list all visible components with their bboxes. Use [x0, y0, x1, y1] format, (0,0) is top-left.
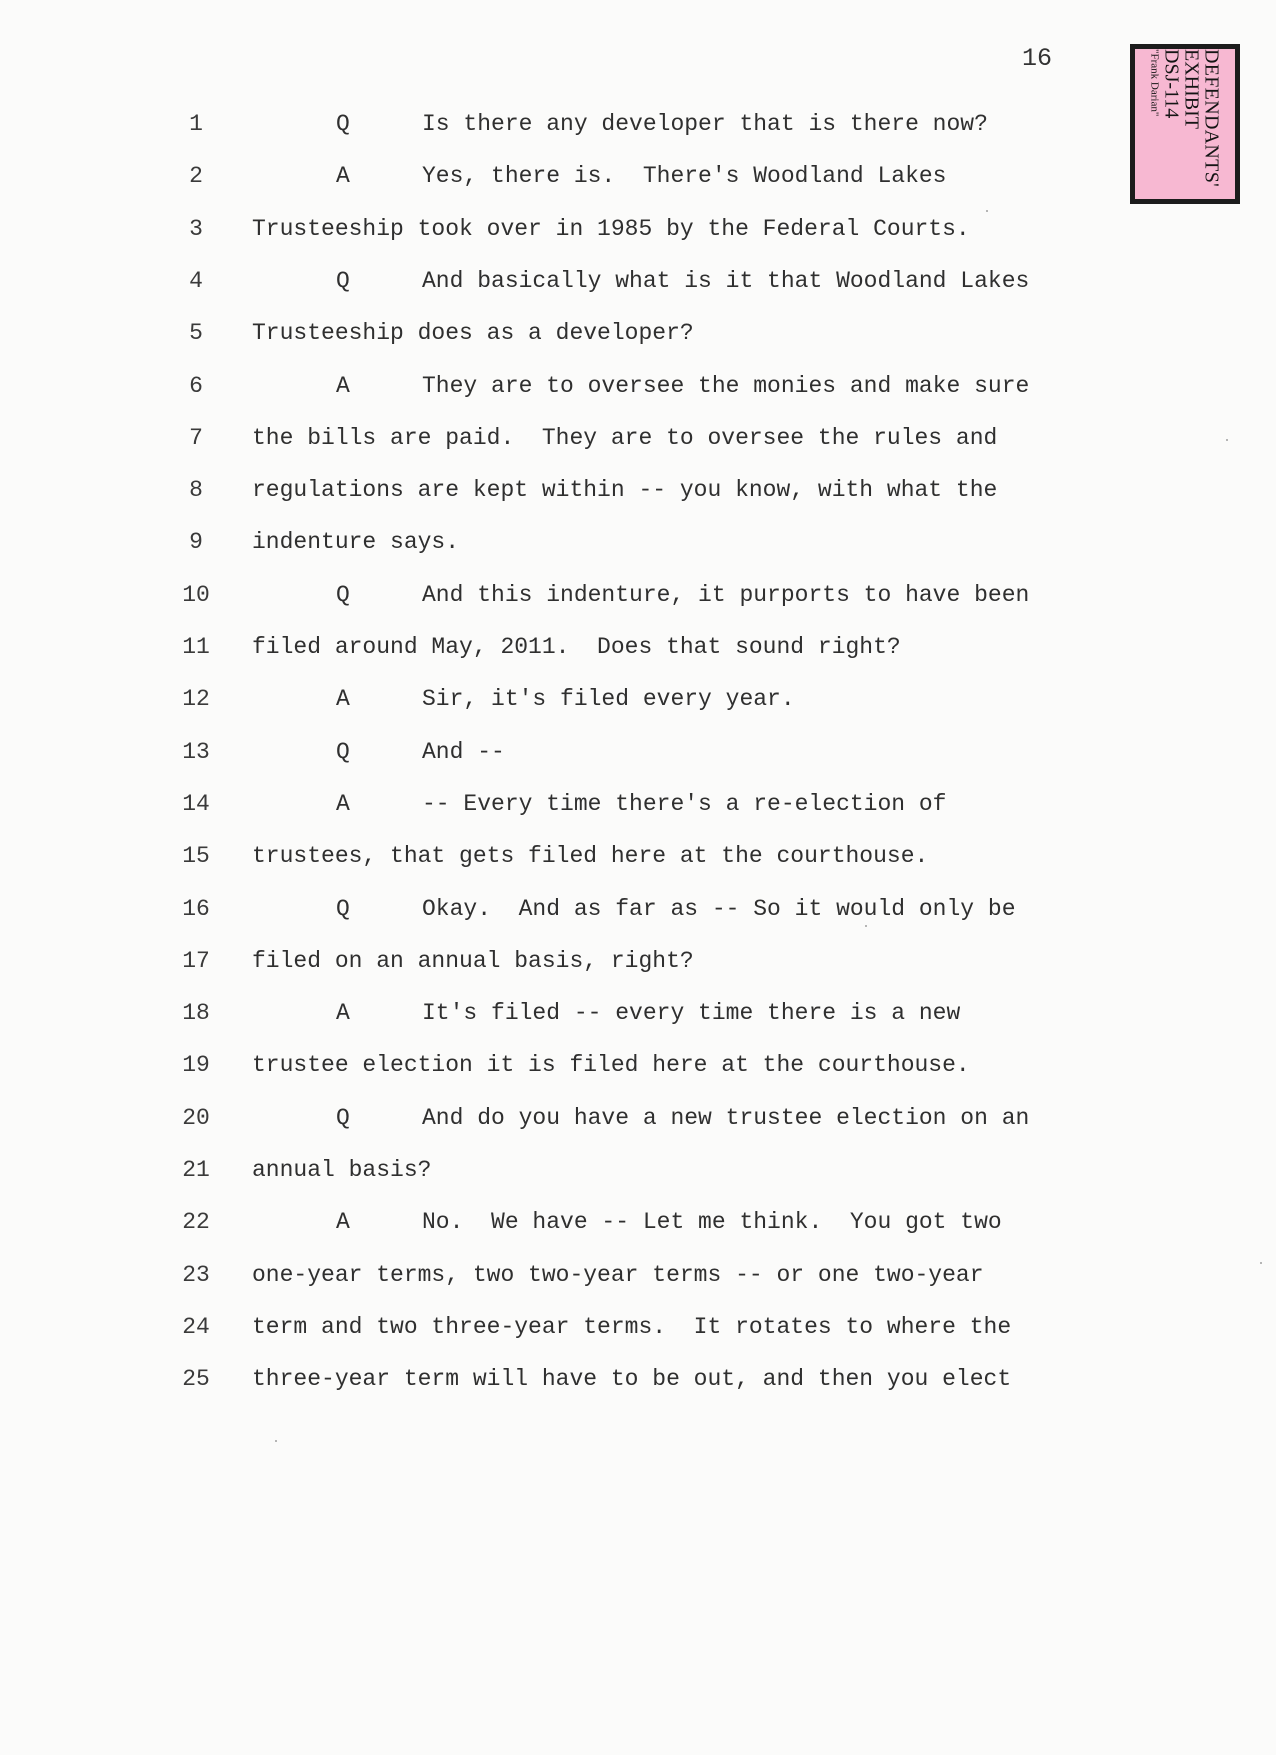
- transcript-line: [0, 1105, 1276, 1141]
- line-number: 5: [189, 320, 203, 347]
- line-text: [336, 373, 1029, 399]
- line-text: [336, 1209, 1002, 1235]
- line-number: 12: [182, 686, 210, 713]
- line-text: [252, 1366, 1011, 1392]
- testimony-text: Is there any developer that is there now?: [422, 111, 988, 137]
- testimony-text: filed on an annual basis, right?: [252, 947, 694, 974]
- line-text: [336, 686, 795, 712]
- speaker-label: A: [336, 372, 350, 399]
- line-number: 2: [189, 163, 203, 190]
- line-number: 14: [182, 790, 210, 817]
- transcript-line: [0, 1209, 1276, 1245]
- transcript-line: [0, 1052, 1276, 1088]
- transcript-line: [0, 1366, 1276, 1402]
- testimony-text: And do you have a new trustee election on an: [422, 1104, 1030, 1131]
- speaker-label: Q: [336, 1104, 350, 1131]
- line-text: [336, 1000, 960, 1026]
- transcript-line: [0, 896, 1276, 932]
- speaker-label: A: [336, 790, 350, 817]
- testimony-text: trustee election it is filed here at the courthouse.: [252, 1052, 970, 1079]
- line-text: [336, 791, 947, 817]
- transcript-line: [0, 1262, 1276, 1298]
- line-number: 18: [182, 1000, 210, 1027]
- line-text: [336, 163, 947, 189]
- testimony-text: Sir, it's filed every year.: [422, 686, 795, 713]
- transcript-line: [0, 634, 1276, 670]
- line-number: 16: [182, 895, 210, 922]
- speaker-label: A: [336, 686, 350, 713]
- transcript-line: [0, 425, 1276, 461]
- line-number: 11: [182, 634, 210, 660]
- testimony-text: And this indenture, it purports to have been: [422, 581, 1030, 608]
- page-number: 16: [1022, 44, 1053, 73]
- transcript-line: [0, 686, 1276, 722]
- testimony-text: three-year term will have to be out, and then you elect: [252, 1366, 1012, 1393]
- stamp-line-3: DSJ-114: [1160, 49, 1183, 119]
- transcript-line: [0, 268, 1276, 304]
- line-text: [252, 477, 997, 503]
- line-text: [336, 268, 1029, 294]
- line-text: [252, 320, 694, 346]
- speaker-label: Q: [336, 111, 350, 137]
- scan-speck: [986, 210, 988, 212]
- line-number: 23: [182, 1261, 210, 1288]
- transcript-line: [0, 529, 1276, 565]
- testimony-text: the bills are paid. They are to oversee the rules and: [252, 424, 998, 451]
- transcript-line: [0, 843, 1276, 879]
- scan-speck: [1226, 439, 1228, 441]
- line-number: 1: [189, 111, 203, 137]
- line-number: 7: [189, 424, 203, 451]
- transcript-line: [0, 1314, 1276, 1350]
- testimony-text: Trusteeship took over in 1985 by the Federal Courts.: [252, 215, 970, 242]
- testimony-text: annual basis?: [252, 1157, 432, 1183]
- line-text: [336, 582, 1029, 608]
- transcript-line: [0, 1000, 1276, 1036]
- line-number: 21: [182, 1157, 210, 1183]
- testimony-text: No. We have -- Let me think. You got two: [422, 1209, 1002, 1236]
- line-text: [252, 634, 901, 660]
- speaker-label: Q: [336, 581, 350, 608]
- line-number: 10: [182, 581, 210, 608]
- transcript-line: [0, 111, 1276, 147]
- testimony-text: one-year terms, two two-year terms -- or one two-year: [252, 1261, 984, 1288]
- testimony-text: trustees, that gets filed here at the courthouse.: [252, 843, 929, 870]
- transcript-line: [0, 1157, 1276, 1193]
- line-number: 13: [182, 738, 210, 765]
- transcript-line: [0, 582, 1276, 618]
- transcript-line: [0, 216, 1276, 252]
- line-text: [336, 1105, 1029, 1131]
- line-text: [252, 1157, 431, 1183]
- scan-speck: [1260, 1262, 1262, 1264]
- line-text: [252, 948, 694, 974]
- line-number: 25: [182, 1366, 210, 1393]
- testimony-text: And --: [422, 738, 505, 765]
- line-number: 22: [182, 1209, 210, 1236]
- transcript-line: [0, 791, 1276, 827]
- line-text: [252, 843, 928, 869]
- stamp-line-4: "Frank Darian": [1148, 49, 1161, 117]
- speaker-label: A: [336, 163, 350, 190]
- scan-speck: [275, 1440, 277, 1442]
- line-text: [252, 425, 997, 451]
- testimony-text: Trusteeship does as a developer?: [252, 320, 694, 347]
- line-number: 9: [189, 529, 203, 556]
- transcript-line: [0, 373, 1276, 409]
- transcript-line: [0, 163, 1276, 199]
- testimony-text: regulations are kept within -- you know, with what the: [252, 477, 998, 504]
- testimony-text: indenture says.: [252, 529, 460, 556]
- speaker-label: Q: [336, 267, 350, 294]
- speaker-label: A: [336, 1209, 350, 1236]
- testimony-text: And basically what is it that Woodland Lakes: [422, 267, 1030, 294]
- transcript-line: [0, 320, 1276, 356]
- line-number: 8: [189, 477, 203, 504]
- transcript-line: [0, 477, 1276, 513]
- speaker-label: Q: [336, 738, 350, 765]
- line-number: 24: [182, 1313, 210, 1340]
- line-number: 15: [182, 843, 210, 870]
- transcript-line: [0, 948, 1276, 984]
- line-number: 4: [189, 267, 203, 294]
- line-number: 19: [182, 1052, 210, 1079]
- testimony-text: They are to oversee the monies and make sure: [422, 372, 1030, 399]
- testimony-text: Yes, there is. There's Woodland Lakes: [422, 163, 947, 190]
- stamp-line-1: DEFENDANTS': [1200, 49, 1223, 188]
- line-text: [336, 111, 988, 137]
- scan-speck: [865, 925, 867, 927]
- line-text: [252, 1314, 1011, 1340]
- testimony-text: It's filed -- every time there is a new: [422, 1000, 961, 1027]
- speaker-label: Q: [336, 895, 350, 922]
- line-text: [336, 896, 1016, 922]
- line-text: [252, 216, 970, 242]
- testimony-text: filed around May, 2011. Does that sound right?: [252, 634, 901, 660]
- line-text: [252, 1262, 984, 1288]
- speaker-label: A: [336, 1000, 350, 1027]
- line-number: 17: [182, 947, 210, 974]
- testimony-text: -- Every time there's a re-election of: [422, 790, 947, 817]
- line-text: [252, 1052, 970, 1078]
- testimony-text: Okay. And as far as -- So it would only be: [422, 895, 1016, 922]
- line-number: 6: [189, 372, 203, 399]
- line-text: [252, 529, 459, 555]
- line-text: [336, 739, 505, 765]
- line-number: 3: [189, 215, 203, 242]
- stamp-line-2: EXHIBIT: [1180, 49, 1203, 129]
- testimony-text: term and two three-year terms. It rotates to where the: [252, 1313, 1012, 1340]
- transcript-line: [0, 739, 1276, 775]
- line-number: 20: [182, 1104, 210, 1131]
